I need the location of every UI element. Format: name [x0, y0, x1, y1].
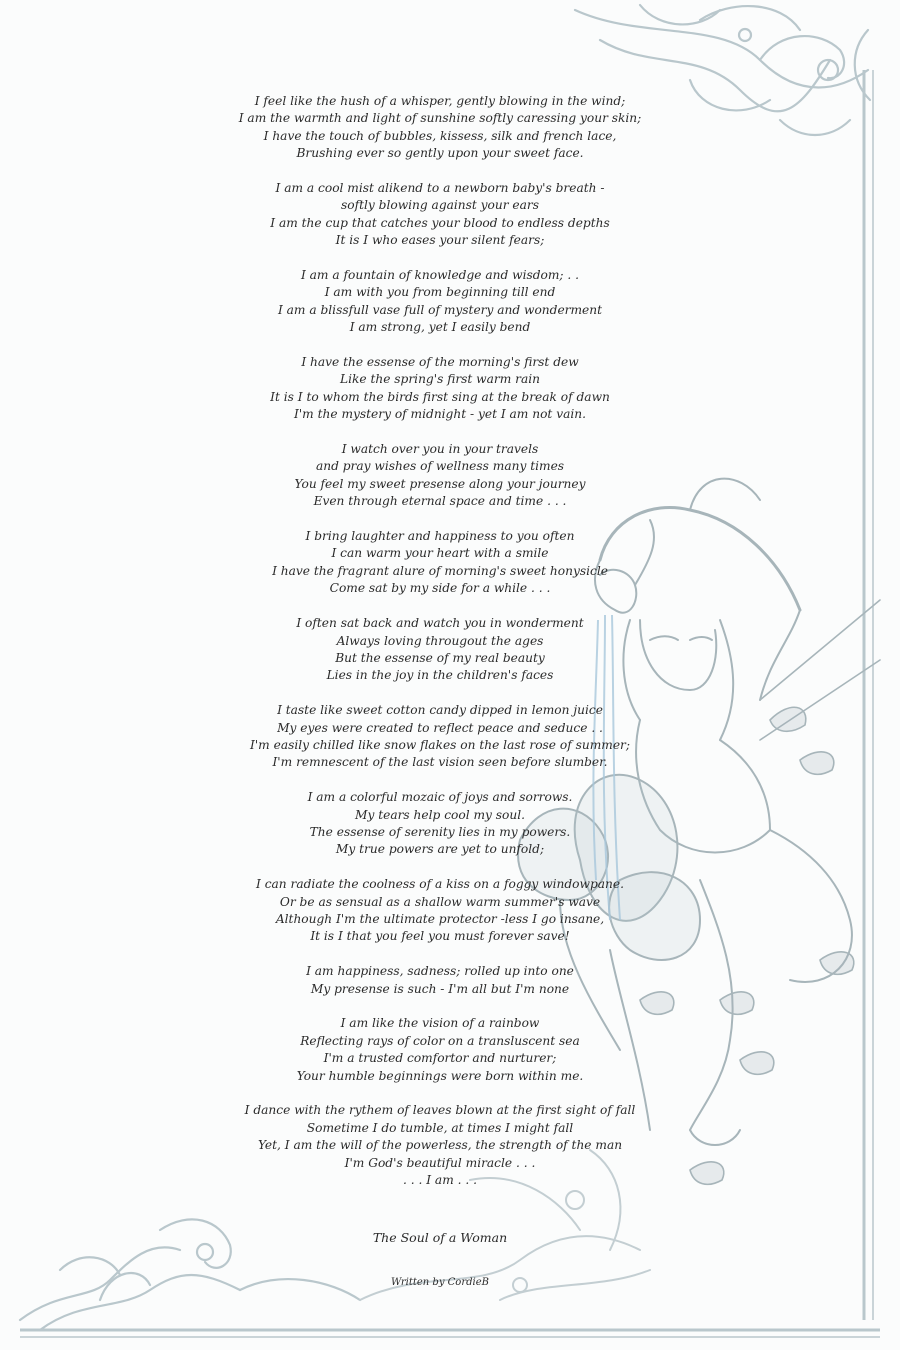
poem-line: I am a colorful mozaic of joys and sorrows.	[307, 790, 573, 805]
poem-line: I have the touch of bubbles, kissess, silk and french lace,	[263, 128, 617, 143]
poem-line: I am a cool mist alikend to a newborn baby's breath -	[275, 181, 605, 196]
poem-line: Always loving througout the ages	[336, 633, 544, 648]
poem-stanza	[130, 789, 750, 859]
poem-stanza	[130, 354, 750, 424]
poem-line: Sometime I do tumble, at times I might fall	[306, 1120, 574, 1135]
poem-line: softly blowing against your ears	[341, 198, 539, 213]
poem-line: I feel like the hush of a whisper, gently blowing in the wind;	[254, 94, 626, 108]
poem-title: The Soul of a Woman	[372, 1230, 508, 1245]
poem-line: I am with you from beginning till end	[324, 285, 556, 300]
poem-line: It is I that you feel you must forever save!	[310, 929, 570, 944]
poem-line: I dance with the rythem of leaves blown at the first sight of fall	[244, 1103, 636, 1118]
poem-line: Lies in the joy in the children's faces	[326, 668, 554, 683]
poem-line: I taste like sweet cotton candy dipped in lemon juice	[277, 703, 603, 718]
poem-line: My eyes were created to reflect peace and seduce . .	[277, 720, 603, 735]
right-border-lines	[864, 70, 873, 1320]
poem-body	[130, 93, 750, 1207]
poem-stanza	[130, 267, 750, 337]
poem-line: I am the warmth and light of sunshine softly caressing your skin;	[238, 111, 642, 126]
poem-line: It is I who eases your silent fears;	[335, 233, 545, 248]
poem-line: I'm the mystery of midnight - yet I am not vain.	[294, 407, 586, 422]
poem-stanza	[130, 876, 750, 946]
poem-stanza	[130, 1102, 750, 1189]
poem-stanza	[130, 963, 750, 998]
poem-line: I'm easily chilled like snow flakes on the last rose of summer;	[250, 737, 630, 752]
poem-stanza	[130, 615, 750, 685]
poem-line: I am like the vision of a rainbow	[340, 1016, 540, 1031]
poem-line: I'm a trusted comfortor and nurturer;	[323, 1051, 557, 1066]
poem-line: But the essense of my real beauty	[335, 650, 545, 665]
author-credit: Written by CordieB	[391, 1277, 489, 1288]
poem-line: . . . I am . . .	[403, 1173, 477, 1187]
poem-line: My tears help cool my soul.	[354, 807, 525, 822]
poem-line: I can radiate the coolness of a kiss on a foggy windowpane.	[256, 877, 624, 892]
poem-line: and pray wishes of wellness many times	[315, 459, 565, 474]
bottom-border-lines	[20, 1330, 880, 1337]
poem-line: Yet, I am the will of the powerless, the strength of the man	[257, 1138, 623, 1153]
poem-line: I have the essense of the morning's first dew	[301, 355, 579, 370]
poem-line: It is I to whom the birds first sing at the break of dawn	[270, 389, 610, 404]
poem-line: Like the spring's first warm rain	[340, 372, 540, 387]
poem-line: I have the fragrant alure of morning's sweet honysicle	[272, 563, 608, 578]
poem-line: I often sat back and watch you in wonderment	[296, 616, 584, 631]
poem-line: The essense of serenity lies in my powers.	[309, 824, 571, 839]
poem-line: My presense is such - I'm all but I'm none	[310, 981, 570, 996]
poem-stanza	[130, 528, 750, 598]
poem-line: I am happiness, sadness; rolled up into one	[306, 964, 574, 979]
poem-line: I'm remnescent of the last vision seen before slumber.	[272, 755, 608, 770]
poem-line: I can warm your heart with a smile	[331, 546, 549, 561]
poem-stanza	[130, 702, 750, 772]
poem-line: I'm God's beautiful miracle . . .	[344, 1155, 536, 1170]
poem-line: Your humble beginnings were born within me.	[296, 1068, 584, 1083]
poem-line: Brushing ever so gently upon your sweet face.	[296, 146, 584, 161]
poem-line: Or be as sensual as a shallow warm summer's wave	[279, 894, 601, 909]
poem-line: Although I'm the ultimate protector -less I go insane,	[275, 911, 605, 926]
poem-line: My true powers are yet to unfold;	[335, 842, 545, 857]
poem-line: I watch over you in your travels	[341, 442, 539, 457]
poem-line: I bring laughter and happiness to you often	[305, 529, 575, 544]
poem-line: I am a blissfull vase full of mystery and wonderment	[277, 302, 603, 317]
poem-line: I am strong, yet I easily bend	[349, 320, 531, 335]
poem-line: Even through eternal space and time . . .	[313, 494, 567, 509]
poem-stanza	[130, 1015, 750, 1085]
poem-line: Reflecting rays of color on a transluscent sea	[300, 1033, 580, 1048]
poem-stanza	[130, 180, 750, 250]
poem-line: You feel my sweet presense along your journey	[294, 476, 586, 491]
poem-stanza	[130, 93, 750, 163]
poem-line: I am a fountain of knowledge and wisdom; . .	[300, 268, 580, 283]
poem-stanza	[130, 441, 750, 511]
poem-line: I am the cup that catches your blood to endless depths	[270, 215, 610, 230]
poem-line: Come sat by my side for a while . . .	[329, 581, 551, 596]
